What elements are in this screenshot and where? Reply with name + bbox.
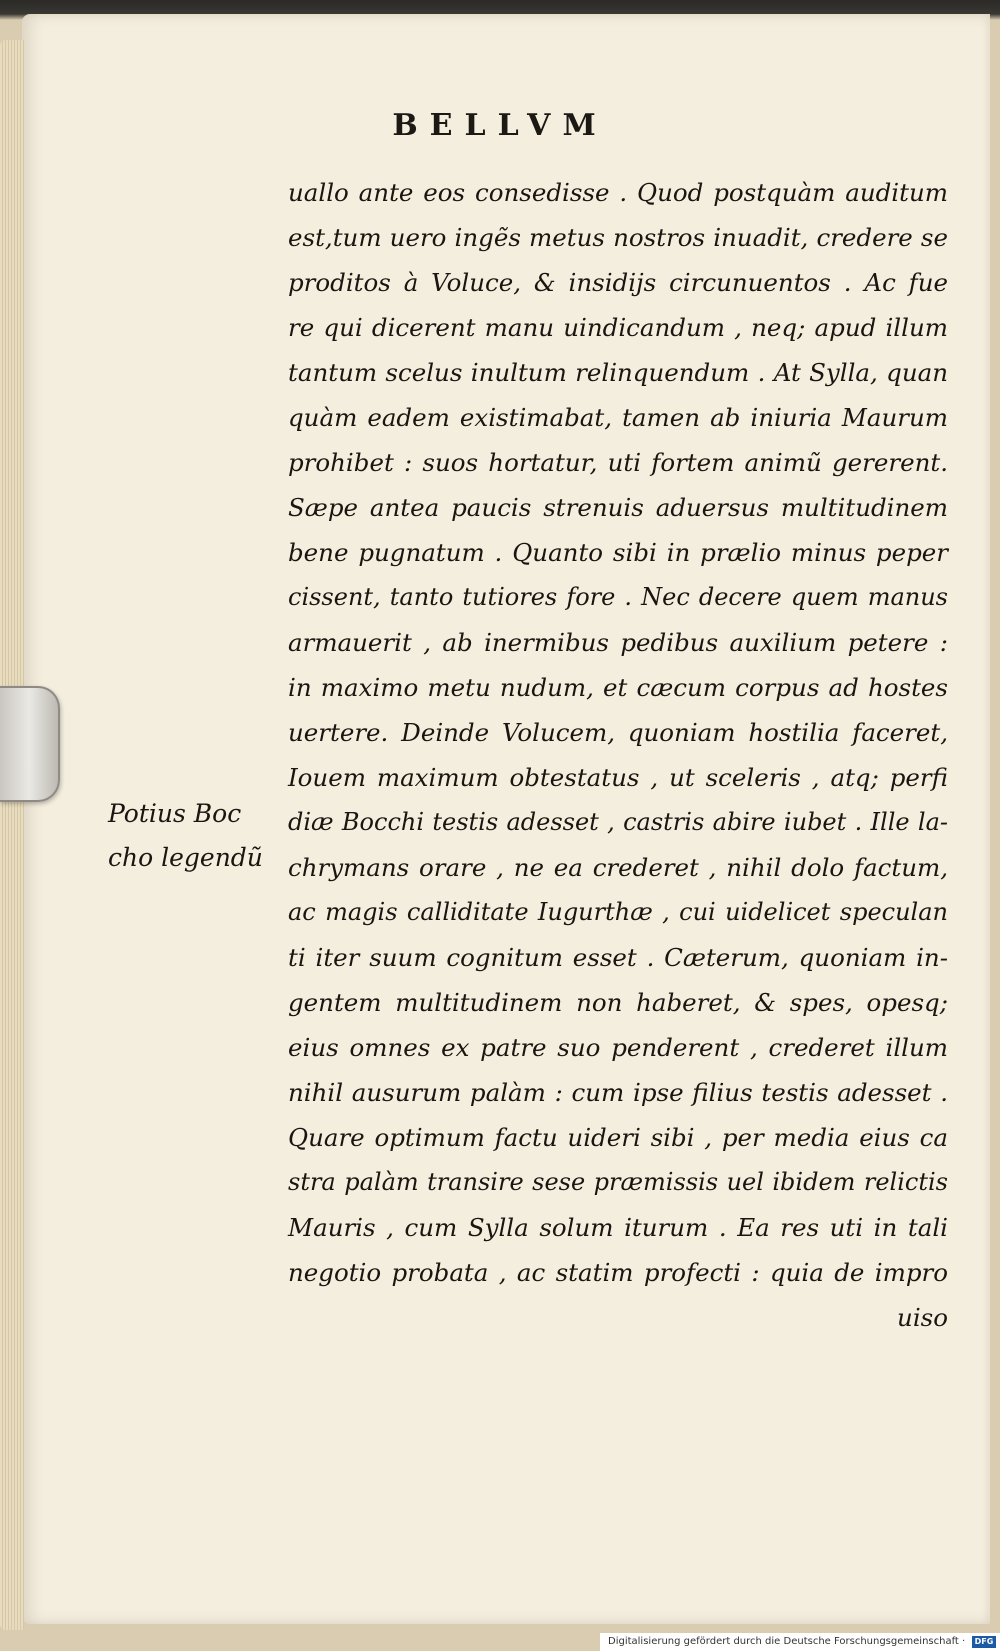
text-line: in maximo metu nudum, et cæcum corpus ad hostes bbox=[288, 673, 948, 702]
marginal-note-line: Potius Boc bbox=[108, 799, 242, 828]
text-line: est,tum uero ingẽs metus nostros inuadit, credere se bbox=[288, 223, 948, 252]
text-line: armauerit , ab inermibus pedibus auxilium petere : bbox=[288, 628, 948, 657]
text-line: tantum scelus inultum relinquendum . At Sylla, quan bbox=[288, 358, 948, 387]
text-line: uallo ante eos consedisse . Quod postquàm auditum bbox=[288, 178, 948, 207]
page-fore-edge bbox=[0, 40, 24, 1630]
text-line: uertere. Deinde Volucem, quoniam hostilia faceret, bbox=[288, 718, 948, 747]
text-line: cissent, tanto tutiores fore . Nec decere quem manus bbox=[288, 583, 948, 611]
text-line: stra palàm transire sese præmissis uel ibidem relictis bbox=[288, 1168, 948, 1196]
marginal-note-line: cho legendũ bbox=[108, 843, 263, 872]
text-line: prohibet : suos hortatur, uti fortem animũ gererent. bbox=[288, 448, 948, 477]
body-text bbox=[288, 170, 948, 1340]
text-line: proditos à Voluce, & insidijs circunuentos . Ac fue bbox=[288, 268, 948, 297]
funding-footer bbox=[600, 1633, 1000, 1651]
catchword: uiso bbox=[897, 1303, 948, 1332]
metal-clasp bbox=[0, 686, 60, 802]
text-line: Quare optimum factu uideri sibi , per media eius ca bbox=[288, 1123, 948, 1152]
text-line: gentem multitudinem non haberet, & spes, opesq; bbox=[288, 988, 948, 1017]
text-line: Mauris , cum Sylla solum iturum . Ea res uti in tali bbox=[288, 1213, 948, 1242]
marginal-note bbox=[108, 792, 288, 880]
running-head: BELLVM bbox=[392, 108, 608, 143]
text-line: ac magis calliditate Iugurthæ , cui uidelicet speculan bbox=[288, 898, 948, 926]
dfg-logo: DFG bbox=[972, 1636, 996, 1648]
text-line: diæ Bocchi testis adesset , castris abire iubet . Ille la- bbox=[288, 808, 948, 836]
text-line: eius omnes ex patre suo penderent , crederet illum bbox=[288, 1033, 948, 1062]
funding-credit: Digitalisierung gefördert durch die Deutsche Forschungsgemeinschaft · bbox=[608, 1636, 966, 1647]
text-line: chrymans orare , ne ea crederet , nihil dolo factum, bbox=[288, 853, 948, 882]
text-line: quàm eadem existimabat, tamen ab iniuria Maurum bbox=[288, 403, 948, 432]
text-line: re qui dicerent manu uindicandum , neq; apud illum bbox=[288, 313, 948, 342]
text-line: ti iter suum cognitum esset . Cæterum, quoniam in- bbox=[288, 943, 948, 972]
text-line: negotio probata , ac statim profecti : quia de impro bbox=[288, 1258, 948, 1287]
text-line: Sæpe antea paucis strenuis aduersus multitudinem bbox=[288, 493, 948, 522]
text-line: Iouem maximum obtestatus , ut sceleris , atq; perfi bbox=[288, 763, 948, 792]
text-line: bene pugnatum . Quanto sibi in prælio minus peper bbox=[288, 538, 948, 567]
text-line: nihil ausurum palàm : cum ipse filius testis adesset . bbox=[288, 1078, 948, 1107]
